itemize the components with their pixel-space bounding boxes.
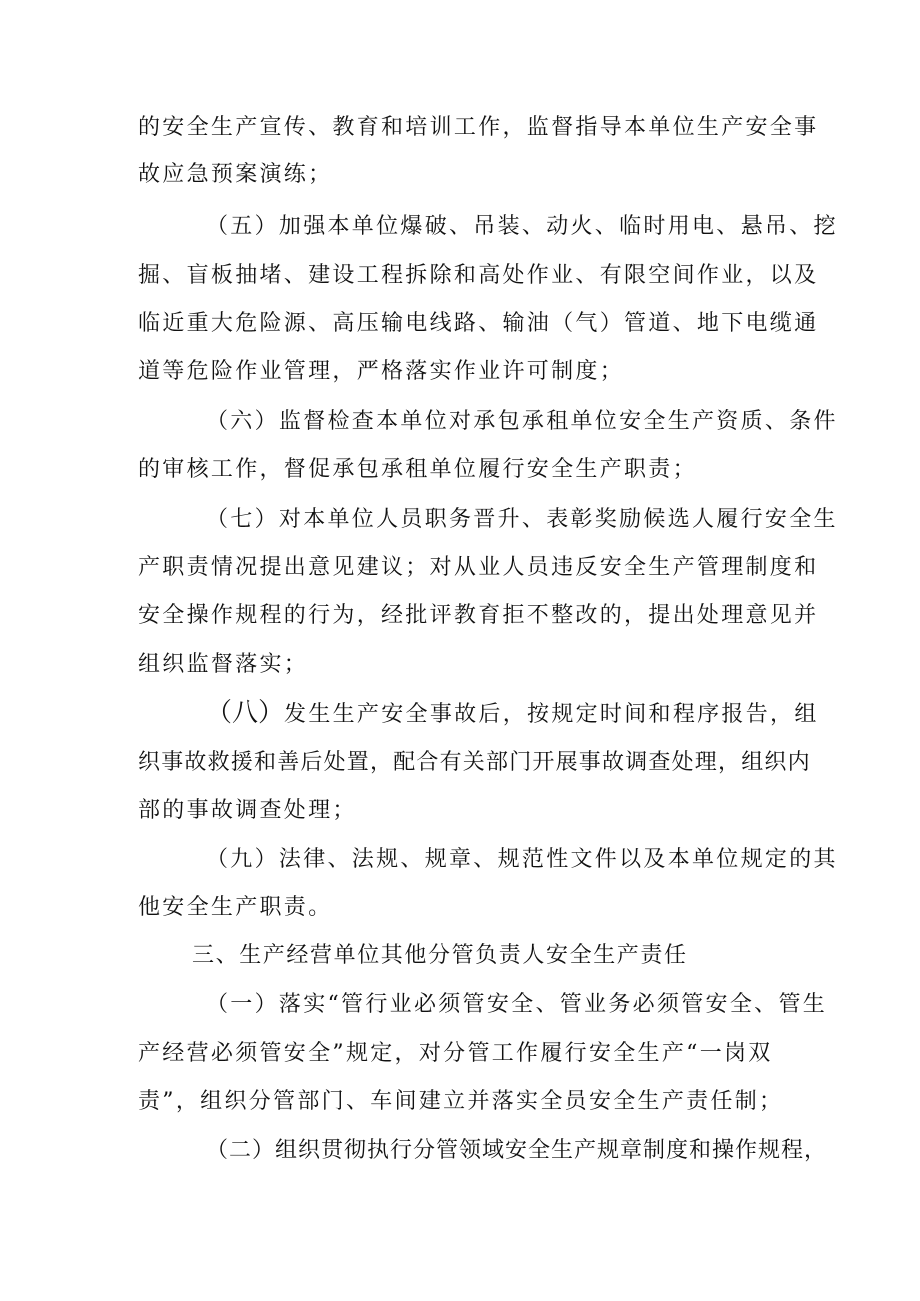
- item-5-line: （五）加强本单位爆破、吊装、动火、临时用电、悬吊、挖: [206, 214, 838, 239]
- paragraph-line: 部的事故调查处理；: [138, 798, 357, 823]
- paragraph-line: 安全操作规程的行为，经批评教育拒不整改的，提出处理意见并: [138, 603, 819, 628]
- item-8-text: 发生生产安全事故后，按规定时间和程序报告，组: [284, 702, 819, 727]
- item-8-line: [206, 693, 819, 733]
- item-7-line: （七）对本单位人员职务晋升、表彰奖励候选人履行安全生: [206, 507, 838, 532]
- paragraph-line: 他安全生产职责。: [138, 895, 333, 920]
- item-8-marker: （八）: [206, 698, 285, 728]
- paragraph-line: 的安全生产宣传、教育和培训工作，监督指导本单位生产安全事: [138, 115, 819, 140]
- item-9-line: （九）法律、法规、规章、规范性文件以及本单位规定的其: [206, 847, 838, 872]
- paragraph-line: 故应急预案演练；: [138, 162, 333, 187]
- section-heading: 三、生产经营单位其他分管负责人安全生产责任: [192, 943, 688, 968]
- paragraph-line: 组织监督落实；: [138, 652, 309, 677]
- paragraph-line: 掘、盲板抽堵、建设工程拆除和高处作业、有限空间作业，以及: [138, 263, 819, 288]
- paragraph-line: 道等危险作业管理，严格落实作业许可制度；: [138, 359, 625, 384]
- item-2-line: （二）组织贯彻执行分管领域安全生产规章制度和操作规程，: [206, 1138, 828, 1163]
- paragraph-line: 产职责情况提出意见建议；对从业人员违反安全生产管理制度和: [138, 555, 819, 580]
- paragraph-line: 的审核工作，督促承包承租单位履行安全生产职责；: [138, 457, 697, 482]
- paragraph-line: 织事故救援和善后处置，配合有关部门开展事故调查处理，组织内: [138, 750, 811, 775]
- item-6-line: （六）监督检查本单位对承包承租单位安全生产资质、条件: [206, 409, 838, 434]
- item-1-line: （一）落实“管行业必须管安全、管业务必须管安全、管生: [206, 992, 828, 1017]
- paragraph-line: 责”，组织分管部门、车间建立并落实全员安全生产责任制；: [138, 1089, 784, 1114]
- paragraph-line: 临近重大危险源、高压输电线路、输油（气）管道、地下电缆通: [138, 311, 819, 336]
- paragraph-line: 产经营必须管安全”规定，对分管工作履行安全生产“一岗双: [138, 1041, 773, 1066]
